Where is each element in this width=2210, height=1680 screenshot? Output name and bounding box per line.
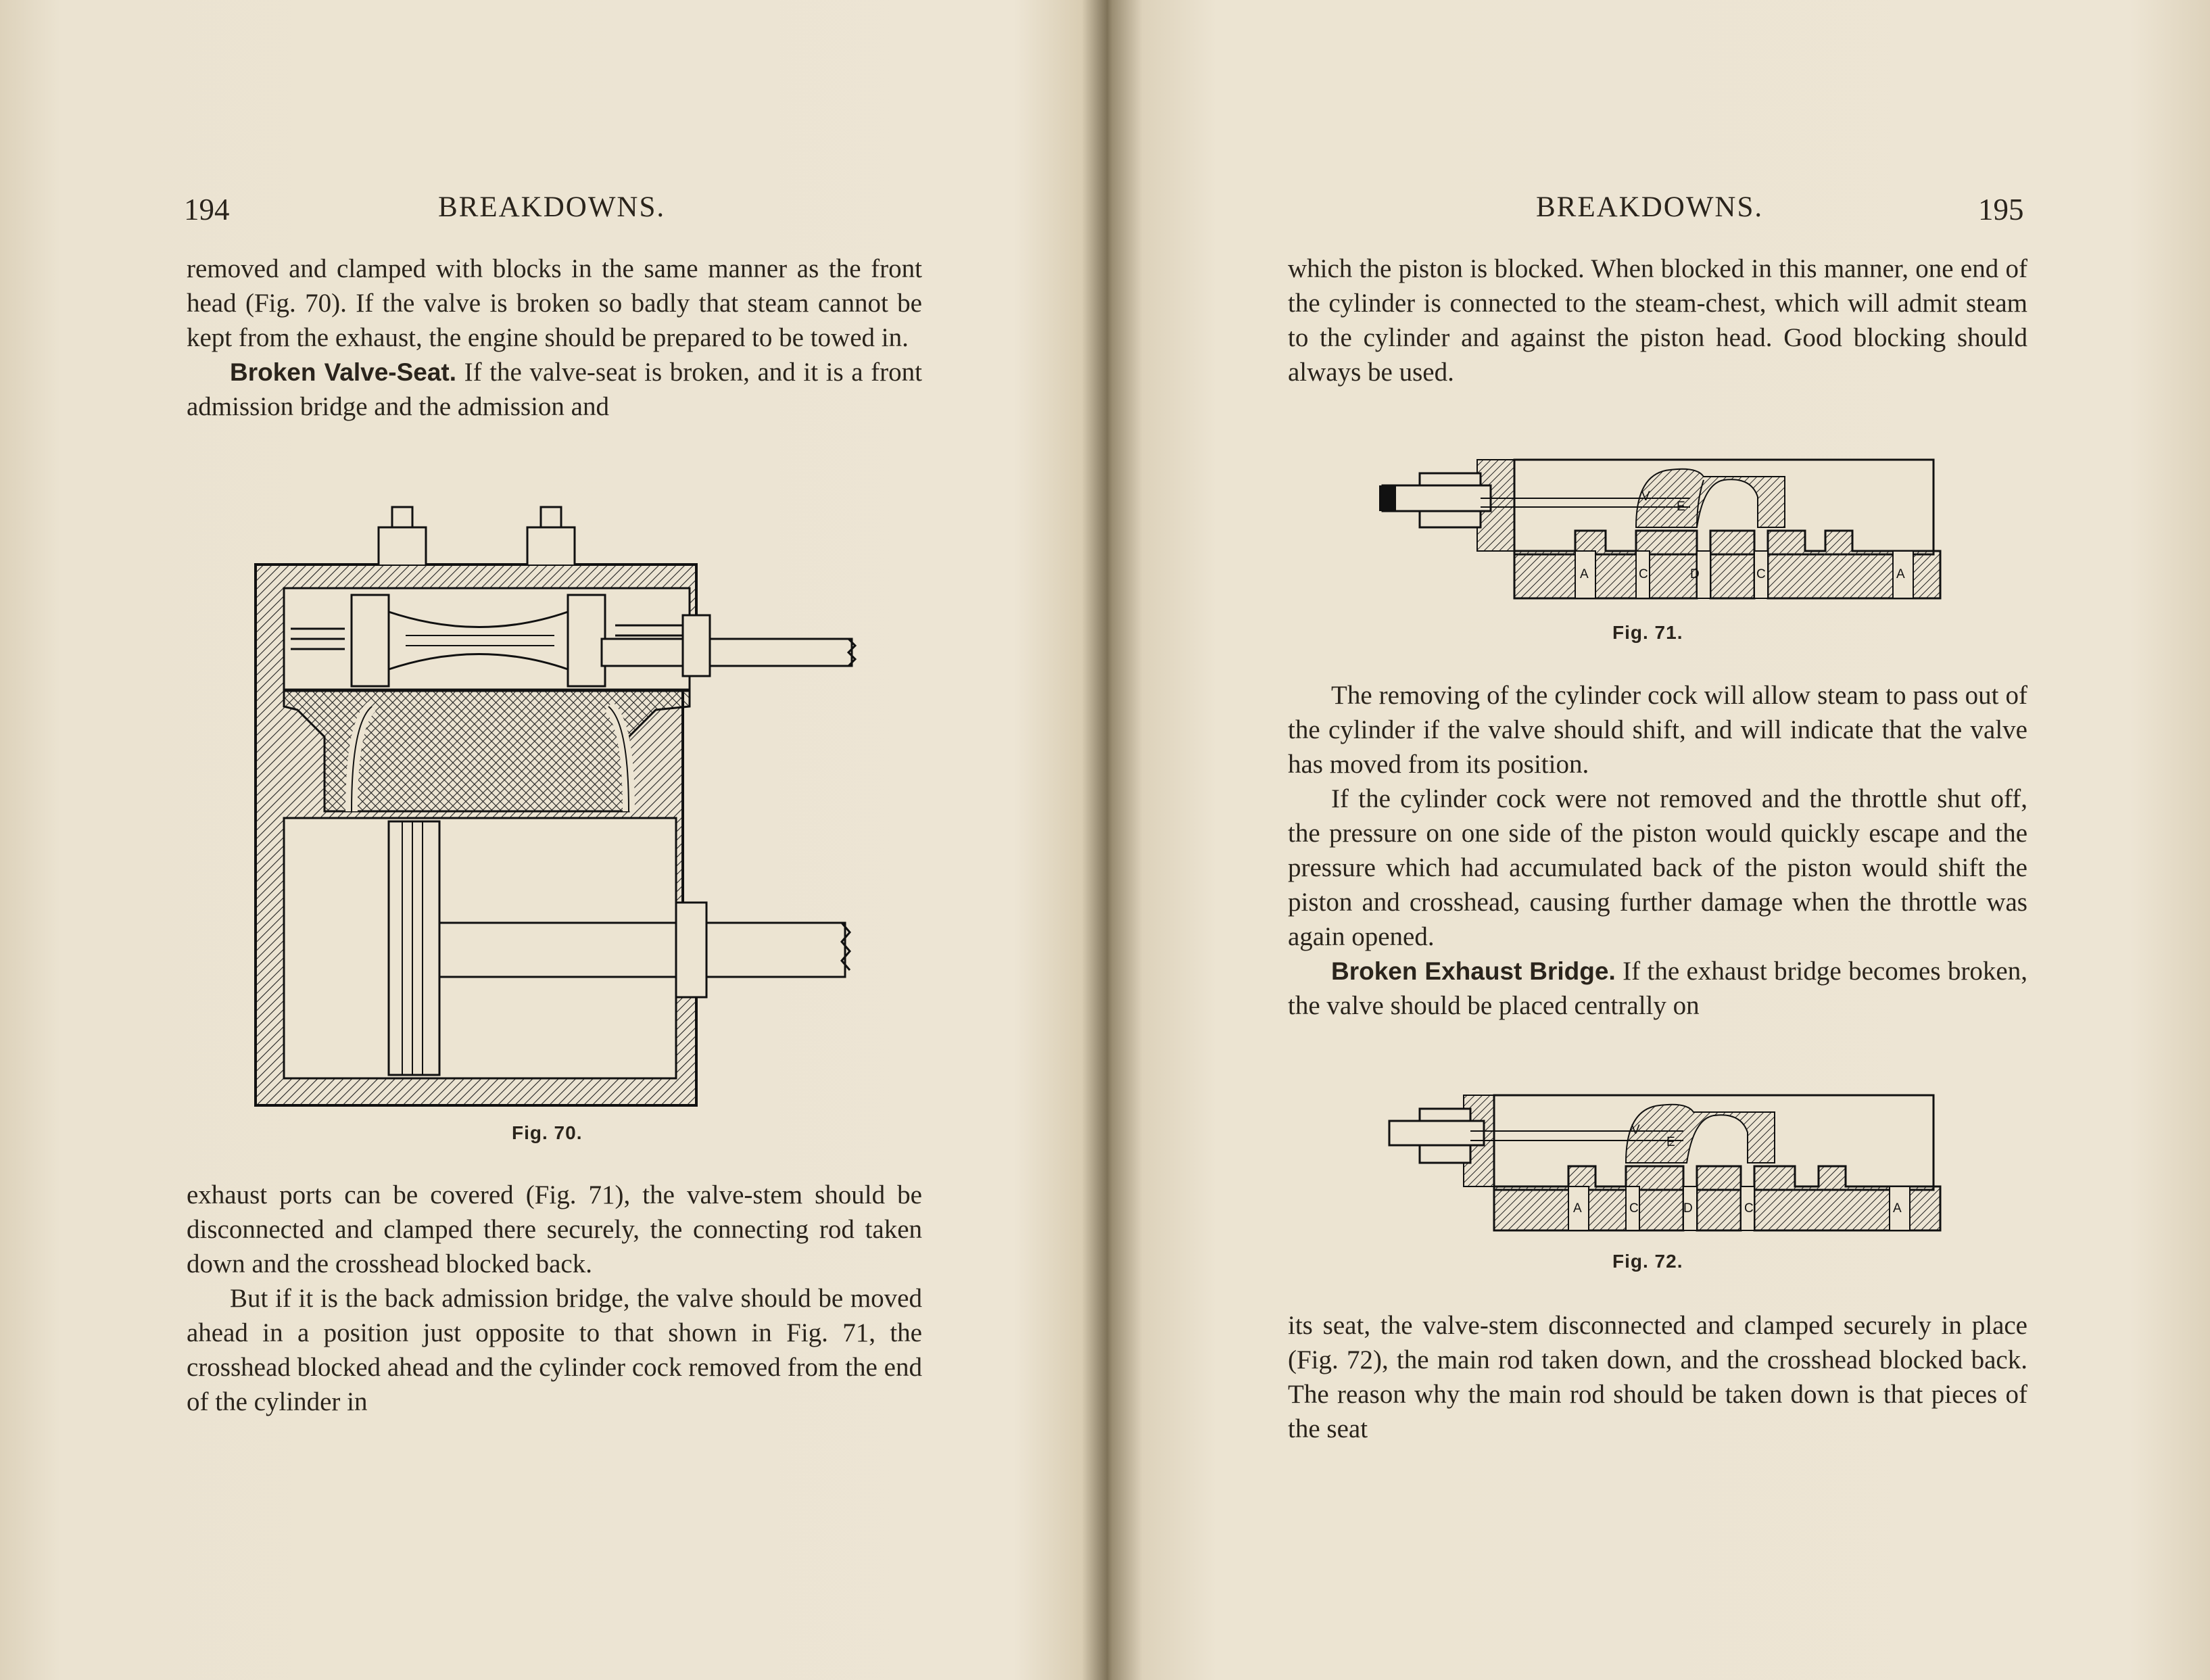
figure-70-caption: Fig. 70. (512, 1122, 583, 1143)
page-number: 195 (1978, 193, 2024, 226)
fig71-label-a: A (1580, 567, 1589, 581)
fig72-label-a: A (1893, 1201, 1902, 1216)
figure-70-illustration (250, 500, 872, 1122)
text-block-top (187, 251, 922, 424)
figure-72-illustration (1386, 1092, 1940, 1234)
paragraph: removed and clamped with blocks in the same manner as the front head (Fig. 70). If the valve is broken so badly that steam cannot be kept from the exhaust, the engine should be prepared to be towed in. (187, 254, 922, 352)
paragraph: its seat, the valve-stem disconnected and clamped securely in place (Fig. 72), the main rod taken down, and the crosshead blocked back. The reason why the main rod should be taken down is that pieces of the seat (1288, 1311, 2027, 1443)
paragraph (187, 355, 922, 424)
fig71-label-v: V (1641, 489, 1650, 504)
fig71-label-d: D (1690, 567, 1700, 581)
section-heading: Broken Exhaust Bridge. (1331, 957, 1616, 985)
paragraph: exhaust ports can be covered (Fig. 71), the valve-stem should be disconnected and clamped there securely, the connecting rod taken down and the crosshead blocked back. (187, 1180, 922, 1278)
paragraph: The removing of the cylinder cock will allow steam to pass out of the cylinder if the valve should shift, and will indicate that the valve has moved from its position. (1288, 681, 2027, 779)
fig71-label-c: C (1639, 567, 1648, 581)
paragraph-text: If the valve-seat is broken, and it is a front admission bridge and the admission and (187, 358, 922, 421)
paragraph-text: If the exhaust bridge becomes broken, the valve should be placed centrally on (1288, 957, 2027, 1020)
text-block-bottom (187, 1178, 922, 1419)
fig72-label-a: A (1573, 1201, 1582, 1216)
fig71-label-c: C (1756, 567, 1766, 581)
paragraph: which the piston is blocked. When blocked in this manner, one end of the cylinder is connected to the steam-chest, which will admit steam to the cylinder and against the piston head. Good blocking should always be used. (1288, 254, 2027, 387)
figure-71-illustration (1379, 456, 1940, 605)
fig72-label-e: E (1666, 1135, 1675, 1149)
text-block-middle (1288, 678, 2027, 1023)
fig72-label-c: C (1744, 1201, 1754, 1216)
fig71-label-a: A (1896, 567, 1905, 581)
section-heading: Broken Valve-Seat. (230, 358, 457, 386)
paragraph: If the cylinder cock were not removed and the throttle shut off, the pressure on one side of the piston would quickly escape and the pressure which had accumulated back of the piston would shift the piston and crosshead, causing further damage when the throttle was again opened. (1288, 784, 2027, 951)
page-number: 194 (184, 193, 230, 226)
fig71-label-e: E (1677, 500, 1685, 514)
fig72-label-v: V (1631, 1123, 1640, 1137)
running-head: BREAKDOWNS. (1536, 191, 1764, 223)
text-block-bottom (1288, 1308, 2027, 1446)
right-page (1115, 0, 2210, 1680)
left-page (0, 0, 1102, 1680)
paragraph (1288, 954, 2027, 1023)
figure-72-caption: Fig. 72. (1612, 1251, 1683, 1272)
paragraph: But if it is the back admission bridge, the valve should be moved ahead in a position just opposite to that shown in Fig. 71, the crosshead blocked ahead and the cylinder cock removed from the end of the cylinder in (187, 1284, 922, 1416)
text-block-top (1288, 251, 2027, 389)
fig72-label-d: D (1683, 1201, 1693, 1216)
fig72-label-c: C (1629, 1201, 1639, 1216)
running-head: BREAKDOWNS. (438, 191, 666, 223)
figure-71-caption: Fig. 71. (1612, 622, 1683, 643)
